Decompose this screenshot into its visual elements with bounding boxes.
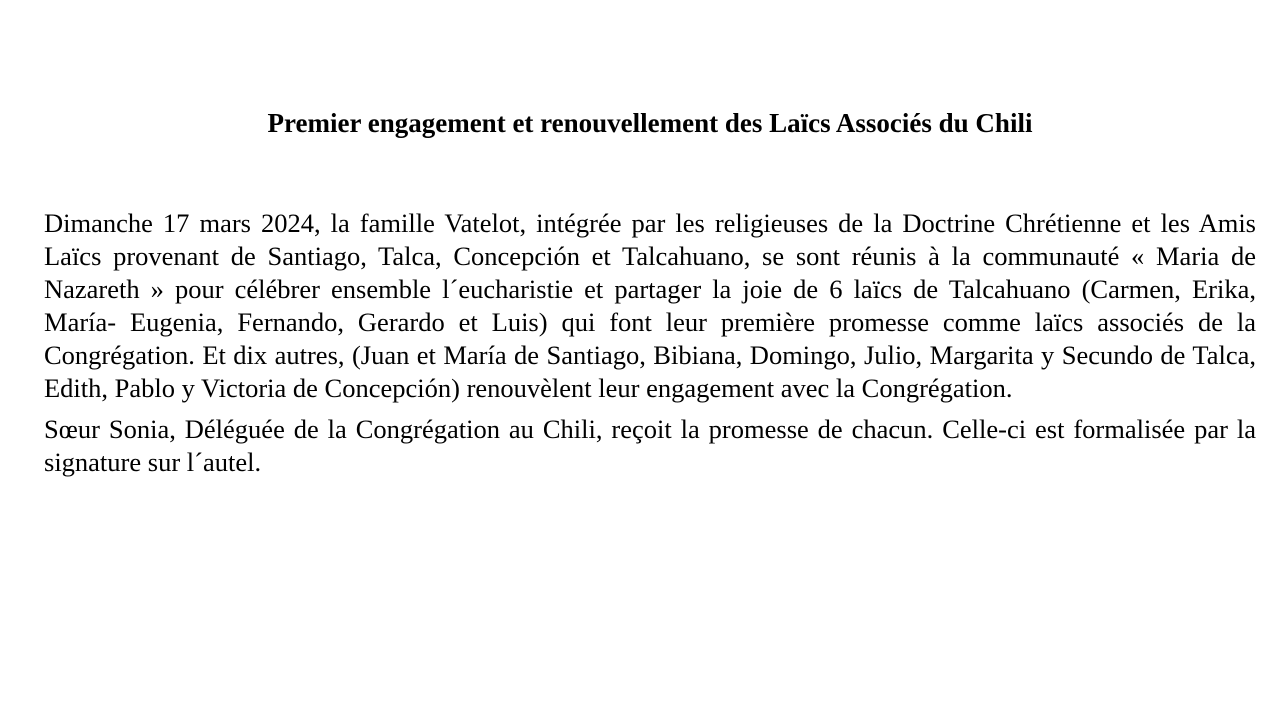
paragraph-event-description: Dimanche 17 mars 2024, la famille Vatelot, intégrée par les religieuses de la Doctrine Chrétienne et les Amis Laïcs provenant de Santiago, Talca, Concepción et Talcahuano, se sont réunis à la communauté « Maria de Nazareth » pour célébrer ensemble l´eucharistie et partager la joie de 6 laïcs de Talcahuano (Carmen, Erika, María- Eugenia, Fernando, Gerardo et Luis) qui font leur première promesse comme laïcs associés de la Congrégation. Et dix autres, (Juan et María de Santiago, Bibiana, Domingo, Julio, Margarita y Secundo de Talca, Edith, Pablo y Victoria de Concepción) renouvèlent leur engagement avec la Congrégation. (44, 208, 1256, 403)
page-title: Premier engagement et renouvellement des Laïcs Associés du Chili (267, 108, 1033, 138)
document-body (44, 207, 1256, 479)
paragraph-promise: Sœur Sonia, Déléguée de la Congrégation au Chili, reçoit la promesse de chacun. Celle-ci est formalisée par la signature sur l´autel. (44, 414, 1256, 477)
